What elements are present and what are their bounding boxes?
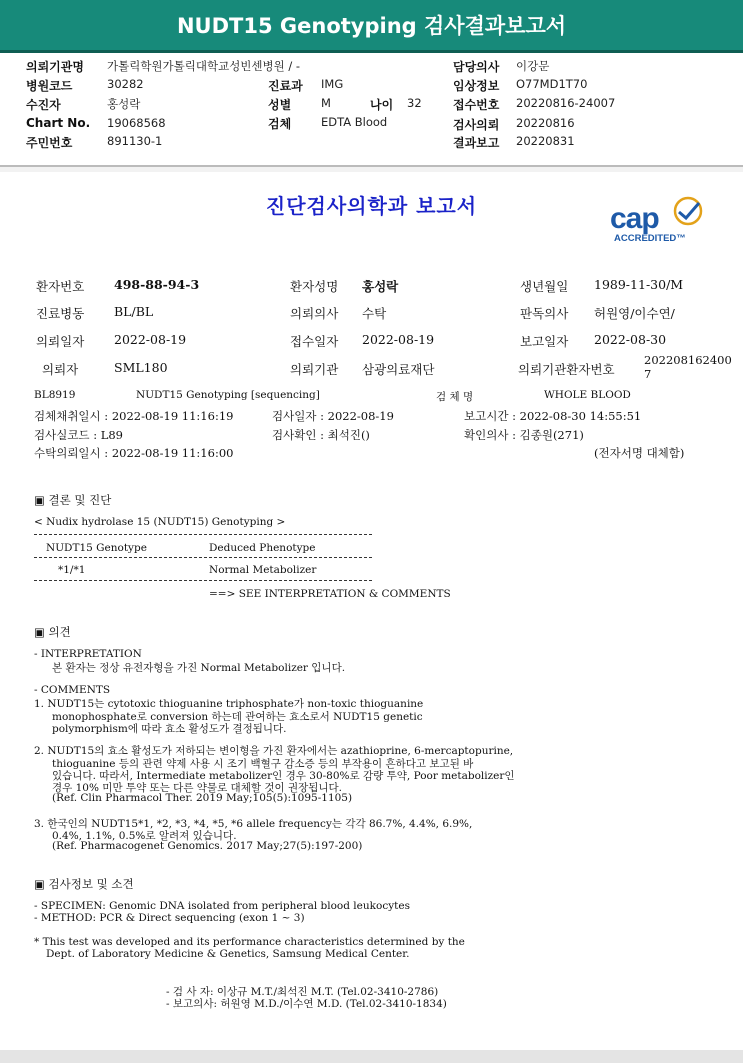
report-paper xyxy=(0,172,743,1050)
dob-label: 생년월일 xyxy=(520,279,569,294)
phenotype-value: Normal Metabolizer xyxy=(209,564,317,576)
doctor-signature: - 보고의사: 허원영 M.D./이수연 M.D. (Tel.02-3410-1834) xyxy=(166,998,447,1010)
req-date-label: 의뢰일자 xyxy=(36,334,85,349)
page-title: NUDT15 Genotyping 검사결과보고서 xyxy=(176,14,567,38)
req-doc: 수탁 xyxy=(362,306,387,321)
inst-label: 의뢰기관명 xyxy=(26,60,84,74)
req-value: 20220816 xyxy=(516,116,575,130)
see-comments: ==> SEE INTERPRETATION & COMMENTS xyxy=(209,588,451,600)
cap-logo xyxy=(608,196,718,244)
doctor-label: 담당의사 xyxy=(453,60,500,74)
cap-accredited: ACCREDITED™ xyxy=(614,233,686,244)
cap-text: cap xyxy=(610,202,659,235)
interp-heading: - INTERPRETATION xyxy=(34,648,142,660)
test-code: BL8919 xyxy=(34,389,76,401)
genotyping-title: < Nudix hydrolase 15 (NUDT15) Genotyping > xyxy=(34,516,286,528)
ssn-value: 891130-1 xyxy=(107,134,163,148)
rep-value: 20220831 xyxy=(516,134,575,148)
spec-label: 검체 xyxy=(268,117,292,131)
read-doc-label: 판독의사 xyxy=(520,306,569,321)
divider xyxy=(34,557,372,558)
hosp-value: 30282 xyxy=(107,77,144,91)
interp-text: 본 환자는 정상 유전자형을 가진 Normal Metabolizer 입니다. xyxy=(52,662,346,674)
recv-date: 2022-08-19 xyxy=(362,332,435,347)
genotype-value: *1/*1 xyxy=(58,564,86,576)
requester-label: 의뢰자 xyxy=(42,362,79,377)
tester-signature: - 검 사 자: 이상규 M.T./최석진 M.T. (Tel.02-3410-2786) xyxy=(166,986,439,998)
hosp-label: 병원코드 xyxy=(26,79,73,93)
report-time: 보고시간 : 2022-08-30 14:55:51 xyxy=(464,409,642,423)
pt-name: 홍성락 xyxy=(362,279,399,294)
inst-value: 가톨릭학원가톨릭대학교성빈센병원 / - xyxy=(107,59,301,73)
req-doc-label: 의뢰의사 xyxy=(290,306,339,321)
divider xyxy=(34,534,372,535)
accn-value: 20220816-24007 xyxy=(516,96,616,110)
chart-value: 19068568 xyxy=(107,116,166,130)
section-test-info: ▣ 검사정보 및 소견 xyxy=(34,877,134,891)
comment-2-line: 경우 10% 미만 투약 또는 다른 약물로 대체할 것이 권장됩니다. xyxy=(52,782,343,794)
test-confirm: 검사확인 : 최석진() xyxy=(272,428,370,442)
collect-time: 검체채취일시 : 2022-08-19 11:16:19 xyxy=(34,409,234,423)
comment-1-line: monophosphate로 conversion 하는데 관여하는 효소로서 NUDT15 genetic xyxy=(52,711,423,723)
comment-2-line: thioguanine 등의 관련 약제 사용 시 조기 백혈구 감소증 등의 부작용이 흔하다고 보고된 바 xyxy=(52,758,474,770)
section-conclusion: ▣ 결론 및 진단 xyxy=(34,493,112,507)
section-opinion: ▣ 의견 xyxy=(34,625,71,639)
chart-label: Chart No. xyxy=(26,116,91,130)
col-phenotype: Deduced Phenotype xyxy=(209,542,316,554)
clin-value: O77MD1T70 xyxy=(516,77,588,91)
req-inst: 삼광의료재단 xyxy=(362,362,435,377)
lab-code: 검사실코드 : L89 xyxy=(34,428,123,442)
dob: 1989-11-30/M xyxy=(594,277,684,292)
ward-label: 진료병동 xyxy=(36,306,85,321)
sex-label: 성별 xyxy=(268,98,292,112)
rep-date-label: 보고일자 xyxy=(520,334,569,349)
specimen: WHOLE BLOOD xyxy=(544,389,631,401)
dept-value: IMG xyxy=(321,77,344,91)
inst-pt-1: 202208162400 xyxy=(644,353,732,367)
rep-date: 2022-08-30 xyxy=(594,332,667,347)
comment-3-line: 3. 한국인의 NUDT15*1, *2, *3, *4, *5, *6 allele frequency는 각각 86.7%, 4.4%, 6.9%, xyxy=(34,818,473,830)
report-title: 진단검사의학과 보고서 xyxy=(265,194,478,218)
req-inst-label: 의뢰기관 xyxy=(290,362,339,377)
ssn-label: 주민번호 xyxy=(26,136,73,150)
req-date: 2022-08-19 xyxy=(114,332,187,347)
specimen-line: - SPECIMEN: Genomic DNA isolated from peripheral blood leukocytes xyxy=(34,900,410,912)
comment-3-line: 0.4%, 1.1%, 0.5%로 알려져 있습니다. xyxy=(52,830,237,842)
accn-label: 접수번호 xyxy=(453,98,500,112)
method-line: - METHOD: PCR & Direct sequencing (exon 1 ~ 3) xyxy=(34,912,305,924)
comment-2-ref: (Ref. Clin Pharmacol Ther. 2019 May;105(5):1095-1105) xyxy=(52,792,353,804)
test-date: 검사일자 : 2022-08-19 xyxy=(272,409,394,423)
confirm-doctor: 확인의사 : 김종원(271) xyxy=(464,428,584,442)
clin-label: 임상정보 xyxy=(453,79,500,93)
comment-2-line: 2. NUDT15의 효소 활성도가 저하되는 변이형을 가진 환자에서는 azathioprine, 6-mercaptopurine, xyxy=(34,745,514,757)
read-doc: 허원영/이수연/ xyxy=(594,306,675,321)
pt-name-label: 환자성명 xyxy=(290,279,339,294)
inst-pt-2: 7 xyxy=(644,367,652,381)
recv-value: 홍성락 xyxy=(107,97,141,111)
dept-label: 진료과 xyxy=(268,79,303,93)
sex-value: M xyxy=(321,96,331,110)
comment-2-line: 있습니다. 따라서, Intermediate metabolizer인 경우 30-80%로 감량 투약, Poor metabolizer인 xyxy=(52,770,515,782)
age-label: 나이 xyxy=(370,98,394,112)
development-line: * This test was developed and its performance characteristics determined by the xyxy=(34,936,465,948)
recv-label: 수진자 xyxy=(26,98,61,112)
rep-label: 결과보고 xyxy=(453,136,500,150)
divider xyxy=(34,580,372,581)
comment-1-line: 1. NUDT15는 cytotoxic thioguanine triphosphate가 non-toxic thioguanine xyxy=(34,698,424,710)
inst-pt-label: 의뢰기관환자번호 xyxy=(518,362,615,377)
spec-value: EDTA Blood xyxy=(321,115,388,129)
development-line: Dept. of Laboratory Medicine & Genetics, Samsung Medical Center. xyxy=(46,948,410,960)
ward: BL/BL xyxy=(114,304,154,319)
doctor-value: 이강문 xyxy=(516,59,550,73)
pt-no-label: 환자번호 xyxy=(36,279,85,294)
req-label: 검사의뢰 xyxy=(453,118,500,132)
cap-emblem-icon xyxy=(668,196,708,226)
comments-heading: - COMMENTS xyxy=(34,684,111,696)
requester: SML180 xyxy=(114,360,168,375)
comment-3-ref: (Ref. Pharmacogenet Genomics. 2017 May;27(5):197-200) xyxy=(52,840,363,852)
bottom-strip xyxy=(0,1050,743,1063)
specimen-label: 검 체 명 xyxy=(436,391,474,403)
patient-info-panel xyxy=(0,53,743,167)
col-genotype: NUDT15 Genotype xyxy=(46,542,147,554)
pt-no: 498-88-94-3 xyxy=(114,277,200,292)
test-name: NUDT15 Genotyping [sequencing] xyxy=(136,389,320,401)
age-value: 32 xyxy=(407,96,422,110)
e-signature-note: (전자서명 대체함) xyxy=(594,446,685,460)
consign-time: 수탁의뢰일시 : 2022-08-19 11:16:00 xyxy=(34,446,234,460)
recv-date-label: 접수일자 xyxy=(290,334,339,349)
comment-1-line: polymorphism에 따라 효소 활성도가 결정됩니다. xyxy=(52,723,287,735)
